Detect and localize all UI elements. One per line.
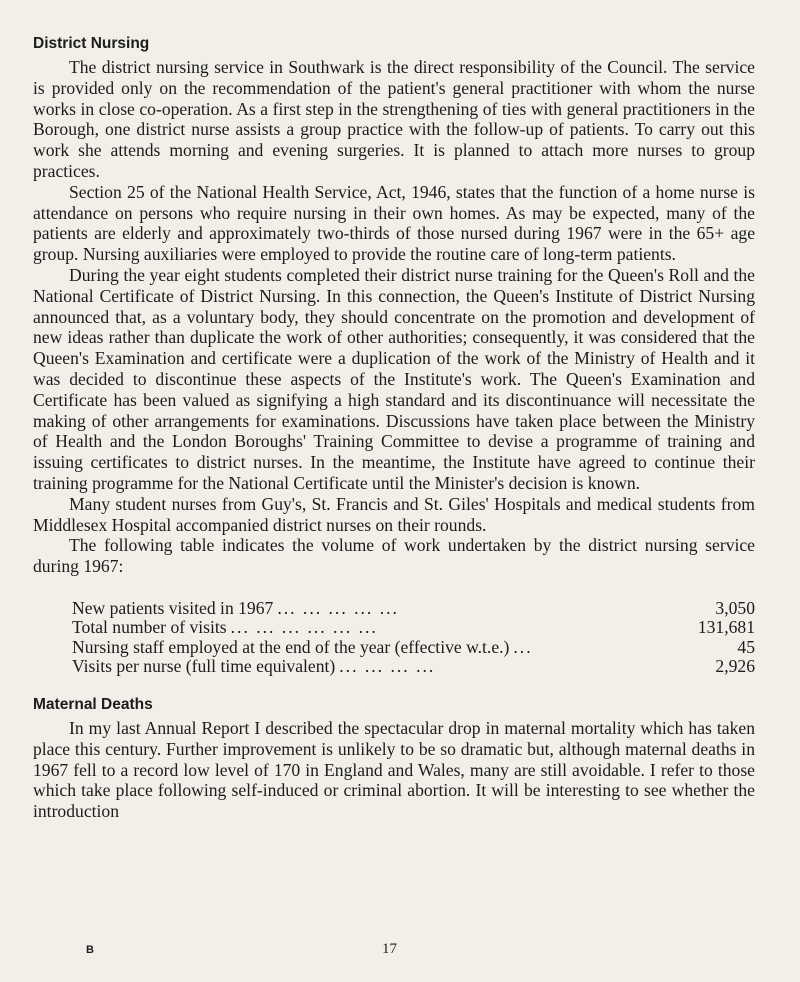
- district-nursing-paragraph-3: During the year eight students completed their district nurse training for the Queen's Roll and the National Certificate of District Nursing. In this connection, the Queen's Institute of District Nursing announced that, as a voluntary body, they should concentrate on the promotion and development of new ideas rather than duplicate the work of other authorities; consequently, it was considered that the Queen's Examination and certificate were a duplication of the work of the Ministry of Health and it was decided to discontinue these aspects of the Institute's work. The Queen's Examination and Certificate has been valued as signifying a high standard and its discontinuance will necessitate the making of other arrangements for examinations. Discussions have taken place between the Ministry of Health and the London Boroughs' Training Committee to devise a programme of training and issuing certificates to district nurses. In the meantime, the Institute have agreed to continue their training programme for the National Certificate until the Minister's decision is known.: [33, 264, 755, 493]
- stat-row: [72, 618, 755, 638]
- page-content: [33, 34, 755, 822]
- stat-value: 2,926: [715, 656, 755, 677]
- stat-value: 131,681: [697, 617, 755, 638]
- district-nursing-paragraph-2: Section 25 of the National Health Service, Act, 1946, states that the function of a home nurse is attendance on persons who require nursing in their own homes. As may be expected, many of the patients are elderly and approximately two-thirds of those nursed during 1967 were in the 65+ age group. Nursing auxiliaries were employed to provide the routine care of long-term patients.: [33, 181, 755, 265]
- page-number: 17: [382, 941, 397, 957]
- leader-dots: ... ... ... ...: [339, 657, 436, 677]
- district-nursing-paragraph-4: Many student nurses from Guy's, St. Francis and St. Giles' Hospitals and medical students from Middlesex Hospital accompanied district nurses on their rounds.: [33, 493, 755, 535]
- district-nursing-heading: District Nursing: [33, 35, 150, 52]
- district-nursing-paragraph-1: The district nursing service in Southwark is the direct responsibility of the Council. The service is provided only on the recommendation of the patient's general practitioner with whom the nurse works in close co-operation. As a first step in the strengthening of ties with general practitioners in the Borough, one district nurse assists a group practice with the follow-up of patients. To carry out this work she attends morning and evening surgeries. It is planned to attach more nurses to group practices.: [33, 57, 755, 181]
- stat-label: Visits per nurse (full time equivalent): [72, 656, 336, 677]
- signature-mark: B: [86, 944, 94, 956]
- leader-dots: ... ... ... ... ... ...: [230, 618, 378, 638]
- stat-value: 45: [737, 636, 755, 657]
- leader-dots: ... ... ... ... ...: [277, 598, 399, 618]
- stat-label: New patients visited in 1967: [72, 597, 274, 618]
- leader-dots: ...: [513, 637, 533, 657]
- stat-row: [72, 638, 755, 658]
- stat-value: 3,050: [715, 597, 755, 618]
- stat-row: [72, 657, 755, 677]
- nursing-statistics-table: [33, 599, 755, 677]
- maternal-deaths-heading: Maternal Deaths: [33, 695, 153, 713]
- district-nursing-paragraph-5: The following table indicates the volume of work undertaken by the district nursing service during 1967:: [33, 535, 755, 577]
- maternal-deaths-paragraph: In my last Annual Report I described the spectacular drop in maternal mortality which has taken place this century. Further improvement is unlikely to be so dramatic but, although maternal deaths in 1967 fell to a record low level of 170 in England and Wales, many are still avoidable. I refer to those which take place following self-induced or criminal abortion. It will be interesting to see whether the introduction: [33, 717, 755, 822]
- stat-label: Nursing staff employed at the end of the year (effective w.t.e.): [72, 636, 510, 657]
- stat-row: [72, 599, 755, 619]
- stat-label: Total number of visits: [72, 617, 227, 638]
